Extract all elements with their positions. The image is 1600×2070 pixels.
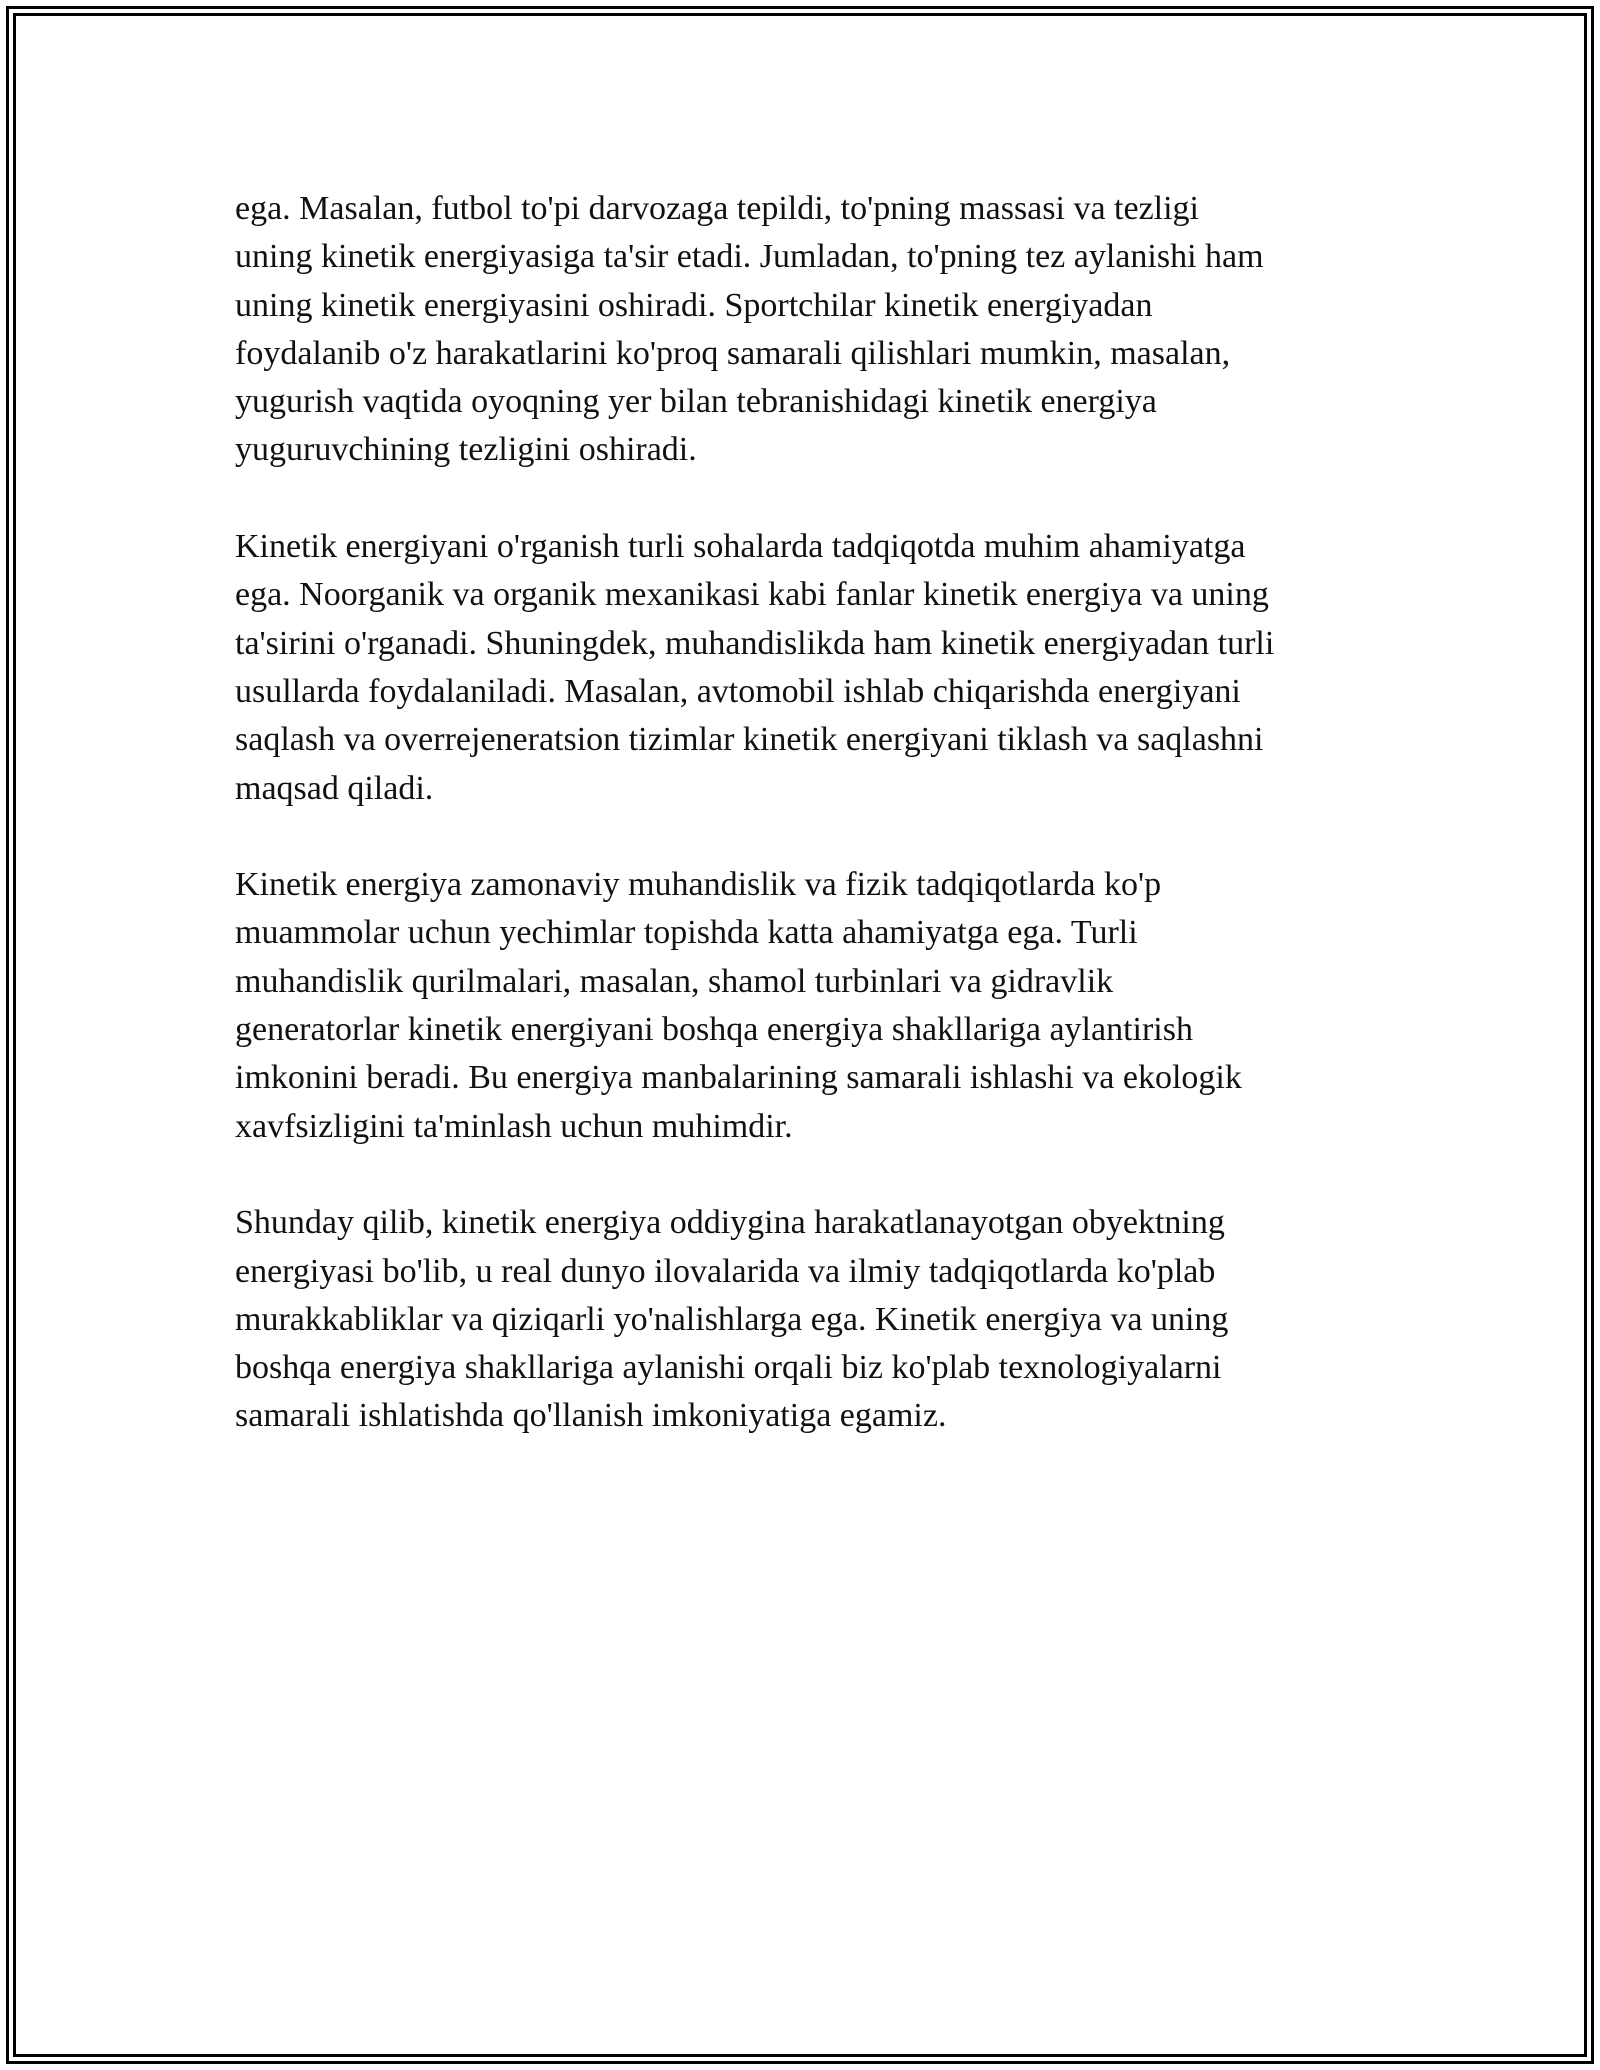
paragraph-2: Kinetik energiyani o'rganish turli sohalarda tadqiqotda muhim ahamiyatga ega. Noorganik va organik mexanikasi kabi fanlar kinetik energiya va uning ta'sirini o'rganadi. Shuningdek, muhandislikda ham kinetik energiyadan turli usullarda foydalaniladi. Masalan, avtomobil ishlab chiqarishda energiyani saqlash va overrejeneratsion tizimlar kinetik energiyani tiklash va saqlashni maqsad qiladi. xyxy=(235,528,1275,807)
document-body xyxy=(235,185,1375,1489)
paragraph-3: Kinetik energiya zamonaviy muhandislik va fizik tadqiqotlarda ko'p muammolar uchun yechimlar topishda katta ahamiyatga ega. Turli muhandislik qurilmalari, masalan, shamol turbinlari va gidravlik generatorlar kinetik energiyani boshqa energiya shakllariga aylantirish imkonini beradi. Bu energiya manbalarining samarali ishlashi va ekologik xavfsizligini ta'minlash uchun muhimdir. xyxy=(235,866,1242,1145)
paragraph-4: Shunday qilib, kinetik energiya oddiygina harakatlanayotgan obyektning energiyasi bo'lib, u real dunyo ilovalarida va ilmiy tadqiqotlarda ko'plab murakkabliklar va qiziqarli yo'nalishlarga ega. Kinetik energiya va uning boshqa energiya shakllariga aylanishi orqali biz ko'plab texnologiyalarni samarali ishlatishda qo'llanish imkoniyatiga egamiz. xyxy=(235,1204,1229,1435)
paragraph-1: ega. Masalan, futbol to'pi darvozaga tepildi, to'pning massasi va tezligi uning kinetik energiyasiga ta'sir etadi. Jumladan, to'pning tez aylanishi ham uning kinetik energiyasini oshiradi. Sportchilar kinetik energiyadan foydalanib o'z harakatlarini ko'proq samarali qilishlari mumkin, masalan, yugurish vaqtida oyoqning yer bilan tebranishidagi kinetik energiya yuguruvchining tezligini oshiradi. xyxy=(235,190,1264,469)
